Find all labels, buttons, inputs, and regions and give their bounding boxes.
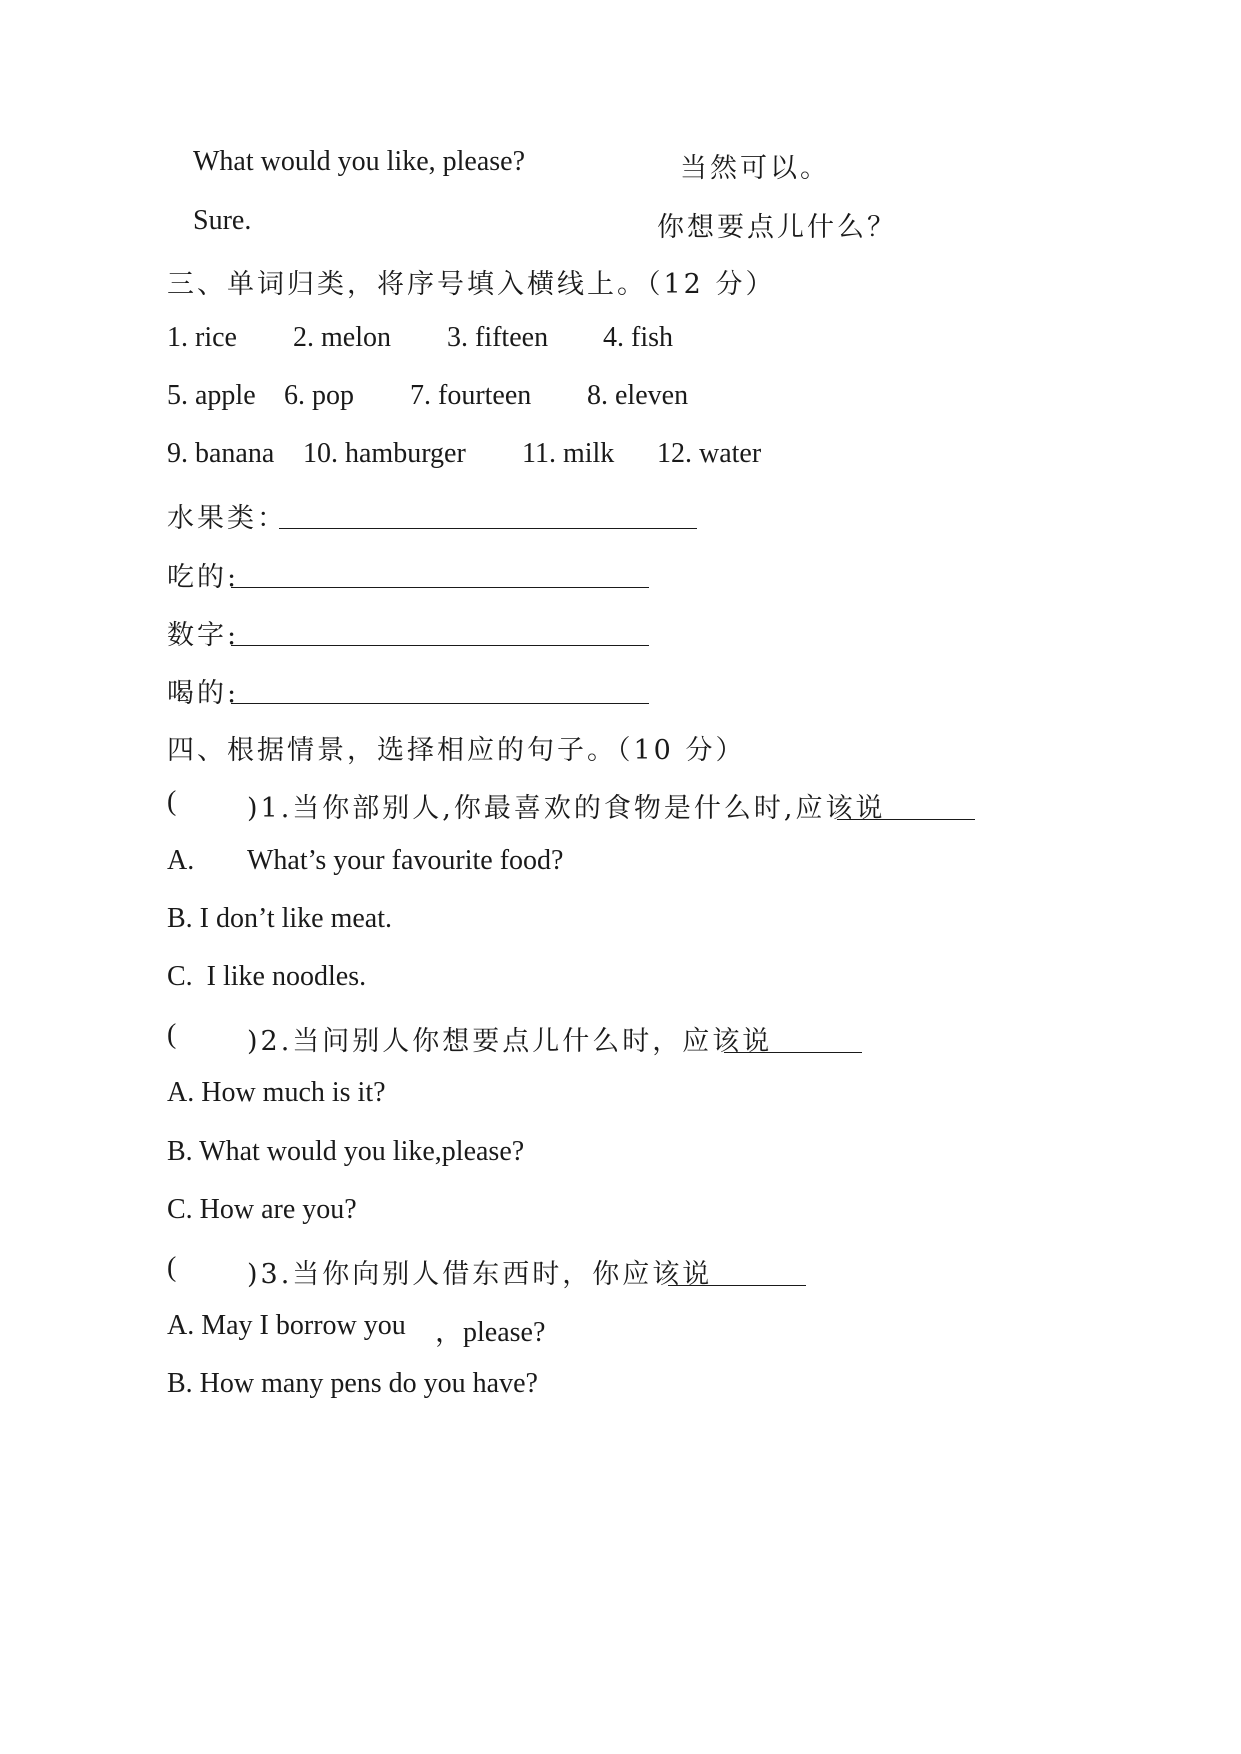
- option-text: C. How are you?: [167, 1194, 357, 1225]
- option-text: B. I don’t like meat.: [167, 903, 392, 934]
- category-numbers-label: 数字:: [167, 620, 240, 651]
- category-fruit-blank[interactable]: [279, 496, 697, 529]
- question-2-blank[interactable]: [724, 1019, 862, 1053]
- match-en-1: What would you like, please?: [193, 146, 526, 177]
- word-item: 4. fish: [603, 322, 673, 353]
- section4-heading: 四、根据情景，选择相应的句子。（10 分）: [167, 735, 746, 766]
- match-zh-2: 你想要点儿什么？: [657, 212, 897, 243]
- category-drink-label: 喝的:: [167, 678, 240, 709]
- category-numbers-blank[interactable]: [231, 613, 649, 646]
- answer-paren-open[interactable]: (: [167, 1019, 177, 1050]
- match-en-2: Sure.: [193, 205, 252, 236]
- word-item: 8. eleven: [587, 380, 689, 411]
- option-text: B. What would you like,please?: [167, 1136, 525, 1167]
- word-item: 7. fourteen: [410, 380, 532, 411]
- word-item: 6. pop: [284, 380, 354, 411]
- word-item: 1. rice: [167, 322, 237, 353]
- question-3-prompt: )3.当你向别人借东西时，你应该说: [247, 1259, 713, 1290]
- option-text: ，please?: [435, 1317, 546, 1348]
- category-fruit-label: 水果类：: [167, 503, 287, 534]
- category-eat-label: 吃的:: [167, 562, 240, 593]
- word-item: 2. melon: [293, 322, 391, 353]
- question-1-blank[interactable]: [837, 786, 975, 820]
- option-text: A. May I borrow you: [167, 1310, 406, 1341]
- category-drink-blank[interactable]: [231, 671, 649, 704]
- question-3-blank[interactable]: [668, 1252, 806, 1286]
- answer-paren-open[interactable]: (: [167, 786, 177, 817]
- question-1-prompt: )1.当你部别人,你最喜欢的食物是什么时,应该说: [247, 793, 886, 824]
- option-text: B. How many pens do you have?: [167, 1368, 538, 1399]
- category-eat-blank[interactable]: [231, 555, 649, 588]
- option-text: C. I like noodles.: [167, 961, 367, 992]
- word-item: 3. fifteen: [447, 322, 549, 353]
- word-item: 9. banana: [167, 438, 275, 469]
- option-text: A. How much is it?: [167, 1077, 386, 1108]
- word-item: 11. milk: [522, 438, 615, 469]
- match-zh-1: 当然可以。: [680, 153, 830, 184]
- question-2-prompt: )2.当问别人你想要点儿什么时，应该说: [247, 1026, 773, 1057]
- option-label: A.: [167, 845, 195, 876]
- section3-heading: 三、单词归类，将序号填入横线上。（12 分）: [167, 269, 776, 300]
- word-item: 5. apple: [167, 380, 256, 411]
- answer-paren-open[interactable]: (: [167, 1252, 177, 1283]
- word-item: 10. hamburger: [303, 438, 466, 469]
- option-text: What’s your favourite food?: [247, 845, 564, 876]
- word-item: 12. water: [657, 438, 762, 469]
